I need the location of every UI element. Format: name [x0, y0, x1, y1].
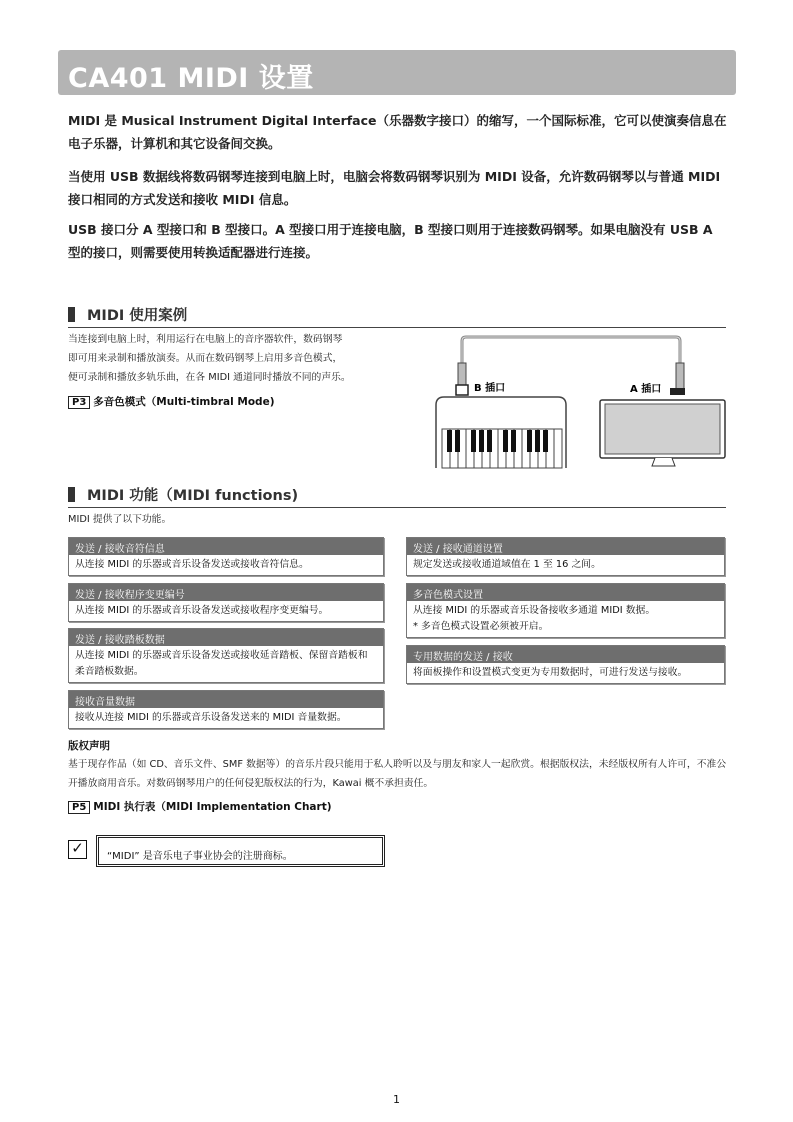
usb-connection-illustration [430, 333, 730, 473]
heading-marker [68, 487, 75, 502]
function-body: 从连接 MIDI 的乐器或音乐设备发送或接收程序变更编号。 [75, 605, 329, 616]
intro-paragraph-1: MIDI 是 Musical Instrument Digital Interface（乐器数字接口）的缩写，一个国际标准，它可以使演奏信息在电子乐器，计算机和其它设备间交换。 [68, 113, 727, 151]
function-box [68, 690, 384, 729]
function-body: 将面板操作和设置模式变更为专用数据时，可进行发送与接收。 [413, 667, 688, 678]
function-title: 发送 / 接收程序变更编号 [69, 584, 383, 601]
function-body: 规定发送或接收通道域值在 1 至 16 之间。 [413, 559, 601, 570]
function-title: 发送 / 接收音符信息 [69, 538, 383, 555]
checkmark-icon: ✓ [68, 840, 87, 859]
function-body: 从连接 MIDI 的乐器或音乐设备发送或接收延音踏板、保留音踏板和柔音踏板数据。 [75, 650, 368, 677]
black-key [479, 430, 484, 452]
black-key [471, 430, 476, 452]
intro-paragraph-2: 当使用 USB 数据线将数码钢琴连接到电脑上时，电脑会将数码钢琴识别为 MIDI 设备，允许数码钢琴以与普通 MIDI 接口相同的方式发送和接收 MIDI 信息。 [68, 169, 721, 207]
intro-paragraph-3: USB 接口分 A 型接口和 B 型接口。A 型接口用于连接电脑，B 型接口则用于连接数码钢琴。如果电脑没有 USB A 型的接口，则需要使用转换适配器进行连接。 [68, 222, 713, 260]
usage-line: 当连接到电脑上时，利用运行在电脑上的音序器软件，数码钢琴 [68, 334, 343, 345]
black-key [511, 430, 516, 452]
function-title: 专用数据的发送 / 接收 [407, 646, 724, 663]
functions-section-heading [68, 484, 726, 508]
function-title: 发送 / 接收踏板数据 [69, 629, 383, 646]
heading-marker [68, 307, 75, 322]
trademark-note: “MIDI” 是音乐电子事业协会的注册商标。 [96, 835, 385, 867]
function-title: 发送 / 接收通道设置 [407, 538, 724, 555]
function-body: 接收从连接 MIDI 的乐器或音乐设备发送来的 MIDI 音量数据。 [75, 712, 347, 723]
function-box [406, 645, 725, 684]
function-box [406, 583, 725, 638]
black-key [527, 430, 532, 452]
monitor-icon [600, 400, 725, 466]
black-key [487, 430, 492, 452]
page-title: CA401 MIDI 设置 [58, 50, 736, 95]
copyright-heading: 版权声明 [68, 740, 110, 752]
function-title: 接收音量数据 [69, 691, 383, 708]
midi-implementation-reference[interactable] [68, 799, 332, 814]
page-ref-tag: P3 [68, 396, 90, 409]
usage-heading-text: MIDI 使用案例 [87, 308, 188, 324]
page-number: 1 [393, 1093, 400, 1106]
function-box [68, 583, 384, 622]
copyright-body: 基于现存作品（如 CD、音乐文件、SMF 数据等）的音乐片段只能用于私人聆听以及与朋友和家人一起欣赏。根据版权法，未经版权所有人许可，不准公开播放商用音乐。对数码钢琴用户的任何侵犯版权法的行为，Kawai 概不承担责任。 [68, 759, 727, 789]
usage-description [68, 330, 408, 387]
black-key [455, 430, 460, 452]
function-box [406, 537, 725, 576]
function-body: 从连接 MIDI 的乐器或音乐设备接收多通道 MIDI 数据。 [413, 605, 656, 616]
piano-icon [436, 397, 566, 468]
port-b-label: B 插口 [474, 383, 506, 394]
function-box [68, 628, 384, 683]
function-body: 从连接 MIDI 的乐器或音乐设备发送或接收音符信息。 [75, 559, 309, 570]
page-ref-text: 多音色模式（Multi-timbral Mode) [93, 396, 275, 408]
function-title: 多音色模式设置 [407, 584, 724, 601]
multi-timbral-reference[interactable] [68, 394, 275, 409]
function-box [68, 537, 384, 576]
usage-line: 便可录制和播放多轨乐曲，在各 MIDI 通道同时播放不同的声乐。 [68, 372, 351, 383]
page-ref-text: MIDI 执行表（MIDI Implementation Chart) [93, 801, 332, 813]
black-key [535, 430, 540, 452]
port-a-label: A 插口 [630, 384, 662, 395]
usage-line: 即可用来录制和播放演奏。从而在数码钢琴上启用多音色模式， [68, 353, 343, 364]
functions-intro: MIDI 提供了以下功能。 [68, 514, 172, 525]
black-key [503, 430, 508, 452]
function-note: * 多音色模式设置必须被开启。 [413, 621, 549, 632]
usage-section-heading [68, 304, 726, 328]
black-key [543, 430, 548, 452]
functions-heading-text: MIDI 功能（MIDI functions) [87, 488, 299, 504]
page-ref-tag: P5 [68, 801, 90, 814]
black-key [447, 430, 452, 452]
